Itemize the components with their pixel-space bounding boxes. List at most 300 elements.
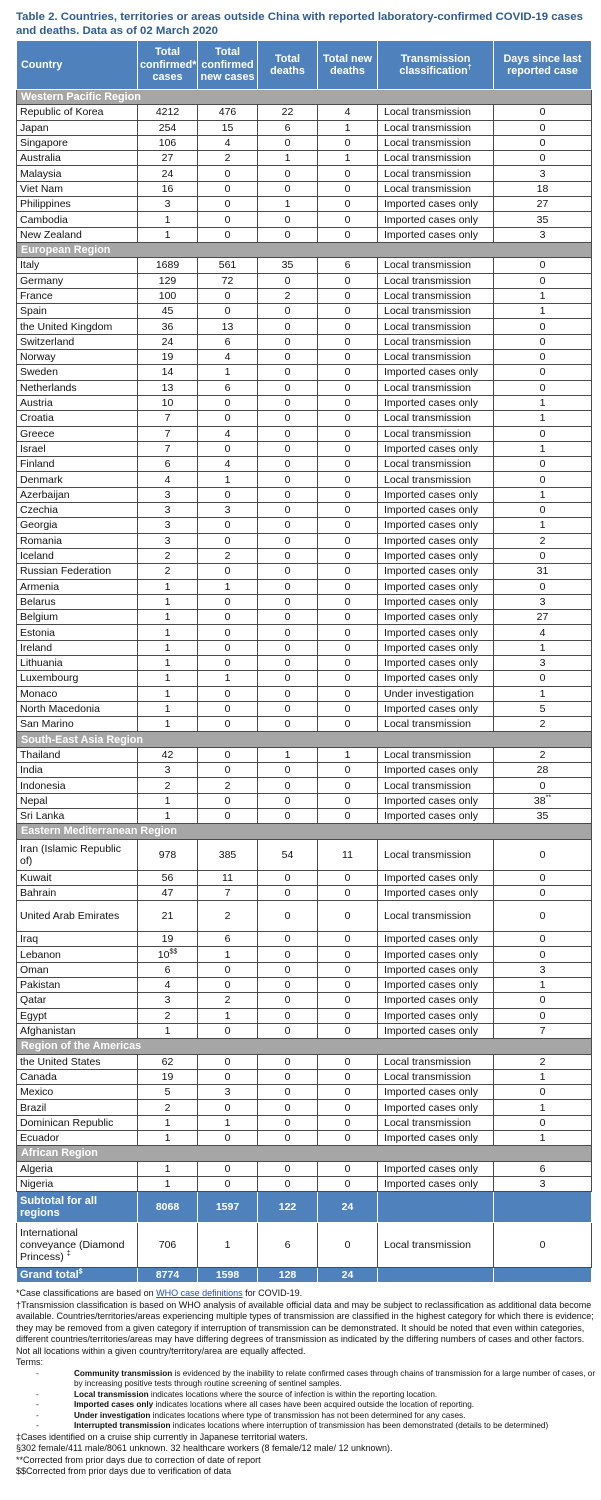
country-cell: Egypt: [17, 1008, 138, 1023]
days-cell: 6: [494, 1161, 592, 1176]
transmission-cell: Imported cases only: [378, 610, 494, 625]
new-deaths-cell: 0: [318, 472, 378, 487]
grand-total-empty-transmission: [378, 1268, 494, 1283]
new-deaths-cell: 0: [318, 564, 378, 579]
days-cell: 7: [494, 1023, 592, 1038]
term-description: is evidenced by the inability to relate confirmed cases through chains of transmission for a large number of cases, or by increasing positive tests through routine screening of sentinel samples.: [74, 1368, 596, 1388]
days-cell: 1: [494, 441, 592, 456]
region-header-row: [17, 1146, 592, 1161]
confirmed-cell: 1: [138, 1115, 198, 1130]
new-cases-cell: 385: [198, 839, 258, 870]
country-cell: Kuwait: [17, 870, 138, 885]
deaths-cell: 0: [258, 579, 318, 594]
transmission-cell: Imported cases only: [378, 625, 494, 640]
new-deaths-cell: 0: [318, 319, 378, 334]
new-deaths-cell: 0: [318, 625, 378, 640]
days-cell: 0: [494, 503, 592, 518]
transmission-cell: Imported cases only: [378, 1131, 494, 1146]
transmission-cell: Local transmission: [378, 426, 494, 441]
term-dash: -: [36, 1421, 39, 1430]
new-cases-cell: 0: [198, 610, 258, 625]
transmission-cell: Local transmission: [378, 105, 494, 120]
subtotal-row: [17, 1192, 592, 1223]
country-cell: Germany: [17, 273, 138, 288]
new-deaths-cell: 0: [318, 426, 378, 441]
subtotal-confirmed: 8068: [138, 1192, 198, 1223]
note-transmission-classification: †Transmission classification is based on WHO analysis of available official data and may be subject to reclassification as additional data become available. Countries/territories/areas experiencing multiple types of transmission are classified in the highest category for which there is evidence; they may be removed from a given category if interruption of transmission can be demonstrated. It should be noted that even within categories, different countries/territories/areas may have differing degrees of transmission as indicated by the differing numbers of cases and other factors. Not all locations within a given country/territory/area are equally affected.: [16, 1299, 594, 1356]
deaths-cell: 0: [258, 671, 318, 686]
transmission-cell: Local transmission: [378, 839, 494, 870]
confirmed-cell: 1: [138, 655, 198, 670]
table-row: [17, 1069, 592, 1084]
new-cases-cell: 7: [198, 885, 258, 900]
table-row: [17, 870, 592, 885]
days-cell-value: 38: [533, 794, 546, 807]
transmission-cell: Imported cases only: [378, 885, 494, 900]
new-cases-cell: 15: [198, 120, 258, 135]
confirmed-cell: 3: [138, 763, 198, 778]
table-row: [17, 181, 592, 196]
table-row: [17, 747, 592, 762]
new-cases-cell: 2: [198, 901, 258, 932]
note-gender: §302 female/411 male/8061 unknown. 32 healthcare workers (8 female/12 male/ 12 unknown).: [16, 1443, 393, 1453]
deaths-cell: 6: [258, 120, 318, 135]
confirmed-cell: 2: [138, 778, 198, 793]
country-cell: Nepal: [17, 793, 138, 808]
table-row: [17, 334, 592, 349]
country-cell: Sweden: [17, 365, 138, 380]
new-deaths-cell: 0: [318, 671, 378, 686]
new-cases-cell: 1: [198, 365, 258, 380]
region-header-row: [17, 90, 592, 105]
new-cases-cell: 0: [198, 166, 258, 181]
confirmed-cell: 129: [138, 273, 198, 288]
transmission-cell: Local transmission: [378, 380, 494, 395]
country-cell: San Marino: [17, 717, 138, 732]
new-deaths-cell: 0: [318, 962, 378, 977]
days-cell: 27: [494, 610, 592, 625]
deaths-cell: 0: [258, 793, 318, 808]
country-cell: Philippines: [17, 197, 138, 212]
confirmed-cell: 45: [138, 304, 198, 319]
deaths-cell: 0: [258, 962, 318, 977]
table-row: [17, 1008, 592, 1023]
days-cell: 2: [494, 747, 592, 762]
country-cell: Algeria: [17, 1161, 138, 1176]
transmission-cell: Local transmission: [378, 717, 494, 732]
table-row: [17, 1115, 592, 1130]
new-cases-cell: 0: [198, 411, 258, 426]
new-deaths-cell: 0: [318, 1176, 378, 1191]
days-cell: 3: [494, 227, 592, 242]
deaths-cell: 0: [258, 947, 318, 962]
new-deaths-cell: 0: [318, 993, 378, 1008]
days-cell: 3: [494, 655, 592, 670]
country-cell: Indonesia: [17, 778, 138, 793]
subtotal-new-deaths: 24: [318, 1192, 378, 1223]
days-cell: 1: [494, 288, 592, 303]
transmission-cell: Local transmission: [378, 472, 494, 487]
term-dash: -: [36, 1410, 39, 1420]
deaths-cell: 0: [258, 411, 318, 426]
table-row: [17, 932, 592, 947]
transmission-cell: Imported cases only: [378, 395, 494, 410]
transmission-cell: Imported cases only: [378, 932, 494, 947]
country-cell: Italy: [17, 258, 138, 273]
confirmed-cell: 1: [138, 579, 198, 594]
header-country: Country: [17, 41, 138, 90]
new-deaths-cell: 0: [318, 457, 378, 472]
confirmed-cell: 1689: [138, 258, 198, 273]
confirmed-cell: 1: [138, 701, 198, 716]
country-cell: Pakistan: [17, 978, 138, 993]
days-cell: 31: [494, 564, 592, 579]
transmission-cell: Local transmission: [378, 901, 494, 932]
confirmed-cell: 7: [138, 411, 198, 426]
new-deaths-cell: 0: [318, 365, 378, 380]
grand-total-label-text: Grand total: [20, 1269, 79, 1282]
country-cell: Croatia: [17, 411, 138, 426]
confirmed-cell: 254: [138, 120, 198, 135]
confirmed-cell: 1: [138, 793, 198, 808]
deaths-cell: 0: [258, 901, 318, 932]
transmission-cell: Imported cases only: [378, 197, 494, 212]
deaths-cell: 0: [258, 1100, 318, 1115]
new-cases-cell: 0: [198, 686, 258, 701]
transmission-cell: Local transmission: [378, 166, 494, 181]
days-cell: 0: [494, 365, 592, 380]
days-cell: 1: [494, 487, 592, 502]
deaths-cell: 0: [258, 717, 318, 732]
transmission-cell: Imported cases only: [378, 640, 494, 655]
new-cases-cell: 0: [198, 288, 258, 303]
table-row: [17, 993, 592, 1008]
deaths-cell: 0: [258, 993, 318, 1008]
deaths-cell: 0: [258, 457, 318, 472]
region-name: Western Pacific Region: [17, 90, 592, 105]
confirmed-cell: 21: [138, 901, 198, 932]
deaths-cell: 0: [258, 304, 318, 319]
transmission-cell: Imported cases only: [378, 962, 494, 977]
days-cell: 2: [494, 533, 592, 548]
new-deaths-cell: 0: [318, 518, 378, 533]
transmission-cell: Local transmission: [378, 120, 494, 135]
subtotal-new-cases: 1597: [198, 1192, 258, 1223]
confirmed-cell: 36: [138, 319, 198, 334]
new-cases-cell: 2: [198, 548, 258, 563]
days-cell: 0: [494, 885, 592, 900]
confirmed-cell-mark: $$: [169, 948, 178, 956]
new-deaths-cell: 0: [318, 304, 378, 319]
days-cell: 0: [494, 105, 592, 120]
table-row: [17, 426, 592, 441]
days-cell: 1: [494, 395, 592, 410]
confirmed-cell-value: 10: [157, 948, 170, 961]
new-cases-cell: 4: [198, 350, 258, 365]
confirmed-cell: 978: [138, 839, 198, 870]
country-cell: Czechia: [17, 503, 138, 518]
confirmed-cell: 106: [138, 135, 198, 150]
deaths-cell: 0: [258, 978, 318, 993]
term-item: [16, 1390, 596, 1401]
table-row: [17, 1131, 592, 1146]
table-row: [17, 962, 592, 977]
country-cell: Ecuador: [17, 1131, 138, 1146]
table-row: [17, 365, 592, 380]
table-row: [17, 610, 592, 625]
transmission-cell: Imported cases only: [378, 564, 494, 579]
new-cases-cell: 0: [198, 227, 258, 242]
covid-cases-table: [16, 40, 592, 1283]
term-name: Community transmission: [74, 1368, 173, 1378]
region-header-row: [17, 242, 592, 257]
new-cases-cell: 0: [198, 655, 258, 670]
deaths-cell: 54: [258, 839, 318, 870]
country-cell: United Arab Emirates: [17, 901, 138, 932]
days-cell: [494, 793, 592, 808]
grand-total-new-cases: 1598: [198, 1268, 258, 1283]
new-cases-cell: 1: [198, 579, 258, 594]
term-dash: -: [36, 1368, 39, 1378]
region-header-row: [17, 824, 592, 839]
days-cell: 1: [494, 640, 592, 655]
grand-total-label: [17, 1268, 138, 1283]
table-row: [17, 717, 592, 732]
transmission-cell: Imported cases only: [378, 793, 494, 808]
table-row: [17, 105, 592, 120]
country-cell: Austria: [17, 395, 138, 410]
table-row: [17, 978, 592, 993]
deaths-cell: 0: [258, 181, 318, 196]
term-name: Under investigation: [74, 1410, 151, 1420]
country-cell: Dominican Republic: [17, 1115, 138, 1130]
deaths-cell: 1: [258, 151, 318, 166]
new-cases-cell: 0: [198, 962, 258, 977]
days-cell: 0: [494, 870, 592, 885]
country-cell: Japan: [17, 120, 138, 135]
new-deaths-cell: 0: [318, 610, 378, 625]
confirmed-cell: 4212: [138, 105, 198, 120]
country-cell: Bahrain: [17, 885, 138, 900]
new-deaths-cell: 0: [318, 870, 378, 885]
country-cell: Malaysia: [17, 166, 138, 181]
table-row: [17, 319, 592, 334]
country-cell: Brazil: [17, 1100, 138, 1115]
table-row: [17, 166, 592, 181]
confirmed-cell: 1: [138, 212, 198, 227]
new-cases-cell: 72: [198, 273, 258, 288]
deaths-cell: 0: [258, 701, 318, 716]
transmission-cell: Imported cases only: [378, 503, 494, 518]
new-cases-cell: 0: [198, 441, 258, 456]
confirmed-cell: 1: [138, 717, 198, 732]
country-cell: Iran (Islamic Republic of): [17, 839, 138, 870]
new-deaths-cell: 0: [318, 701, 378, 716]
new-cases-cell: 0: [198, 701, 258, 716]
new-cases-cell: 0: [198, 533, 258, 548]
table-row: [17, 763, 592, 778]
new-deaths-cell: 0: [318, 1008, 378, 1023]
confirmed-cell: 27: [138, 151, 198, 166]
confirmed-cell: 1: [138, 1131, 198, 1146]
days-cell: 0: [494, 901, 592, 932]
table-row: [17, 625, 592, 640]
country-cell: India: [17, 763, 138, 778]
term-name: Local transmission: [74, 1389, 149, 1399]
confirmed-cell: [138, 947, 198, 962]
new-cases-cell: 0: [198, 978, 258, 993]
table-row: [17, 441, 592, 456]
grand-total-row: [17, 1268, 592, 1283]
days-cell: 3: [494, 166, 592, 181]
confirmed-cell: 2: [138, 564, 198, 579]
table-row: [17, 701, 592, 716]
confirmed-cell: 19: [138, 350, 198, 365]
deaths-cell: 0: [258, 212, 318, 227]
new-deaths-cell: 0: [318, 978, 378, 993]
new-deaths-cell: 0: [318, 227, 378, 242]
country-cell: Viet Nam: [17, 181, 138, 196]
new-deaths-cell: 0: [318, 411, 378, 426]
confirmed-cell: 2: [138, 1100, 198, 1115]
new-cases-cell: 0: [198, 1131, 258, 1146]
deaths-cell: 0: [258, 1023, 318, 1038]
header-transmission-label: Transmission classification: [399, 52, 471, 77]
note-corrected-date: **Corrected from prior days due to correction of date of report: [16, 1454, 261, 1465]
transmission-cell: Local transmission: [378, 334, 494, 349]
days-cell: 1: [494, 411, 592, 426]
subtotal-deaths: 122: [258, 1192, 318, 1223]
confirmed-cell: 62: [138, 1054, 198, 1069]
confirmed-cell: 1: [138, 1023, 198, 1038]
table-row: [17, 901, 592, 932]
term-name: Imported cases only: [74, 1400, 154, 1409]
new-deaths-cell: 0: [318, 1161, 378, 1176]
country-cell: France: [17, 288, 138, 303]
country-cell: Republic of Korea: [17, 105, 138, 120]
deaths-cell: 0: [258, 487, 318, 502]
days-cell: 0: [494, 778, 592, 793]
deaths-cell: 0: [258, 1069, 318, 1084]
days-cell: 0: [494, 932, 592, 947]
confirmed-cell: 3: [138, 487, 198, 502]
conveyance-label-mark: ‡: [66, 1250, 71, 1258]
grand-total-label-mark: $: [78, 1268, 83, 1276]
new-deaths-cell: 1: [318, 151, 378, 166]
new-deaths-cell: 0: [318, 533, 378, 548]
table-header-row: [17, 41, 592, 90]
deaths-cell: 0: [258, 518, 318, 533]
transmission-cell: Local transmission: [378, 304, 494, 319]
new-deaths-cell: 0: [318, 1069, 378, 1084]
days-cell: 0: [494, 273, 592, 288]
new-deaths-cell: 0: [318, 1131, 378, 1146]
transmission-cell: Imported cases only: [378, 365, 494, 380]
region-header-row: [17, 1039, 592, 1054]
new-deaths-cell: 0: [318, 273, 378, 288]
table-row: [17, 1054, 592, 1069]
days-cell: 0: [494, 947, 592, 962]
conveyance-label-text: International conveyance (Diamond Princess): [20, 1227, 125, 1264]
table-row: [17, 808, 592, 823]
country-cell: Canada: [17, 1069, 138, 1084]
note-case-def-suffix: for COVID-19.: [242, 1288, 303, 1298]
transmission-cell: Local transmission: [378, 1054, 494, 1069]
new-cases-cell: 1: [198, 1008, 258, 1023]
transmission-cell: Local transmission: [378, 457, 494, 472]
conveyance-new-deaths: 0: [318, 1223, 378, 1268]
region-header-row: [17, 732, 592, 747]
new-deaths-cell: 6: [318, 258, 378, 273]
days-cell: 0: [494, 135, 592, 150]
term-name: Interrupted transmission: [74, 1421, 171, 1430]
new-cases-cell: 0: [198, 793, 258, 808]
transmission-cell: Imported cases only: [378, 1085, 494, 1100]
transmission-cell: Imported cases only: [378, 808, 494, 823]
new-cases-cell: 2: [198, 993, 258, 1008]
header-transmission: [378, 41, 494, 90]
confirmed-cell: 100: [138, 288, 198, 303]
note-corrected-verification: $$Corrected from prior days due to verification of data: [16, 1466, 232, 1476]
new-deaths-cell: 0: [318, 380, 378, 395]
confirmed-cell: 24: [138, 334, 198, 349]
country-cell: Monaco: [17, 686, 138, 701]
table-row: [17, 518, 592, 533]
conveyance-row: [17, 1223, 592, 1268]
new-cases-cell: 0: [198, 304, 258, 319]
new-deaths-cell: 0: [318, 212, 378, 227]
country-cell: Israel: [17, 441, 138, 456]
new-deaths-cell: 0: [318, 763, 378, 778]
days-cell: 27: [494, 197, 592, 212]
table-row: [17, 135, 592, 150]
new-cases-cell: 4: [198, 135, 258, 150]
days-cell: 1: [494, 1131, 592, 1146]
confirmed-cell: 7: [138, 426, 198, 441]
country-cell: Azerbaijan: [17, 487, 138, 502]
transmission-cell: Imported cases only: [378, 487, 494, 502]
days-cell: 0: [494, 151, 592, 166]
new-deaths-cell: 1: [318, 120, 378, 135]
transmission-cell: Imported cases only: [378, 533, 494, 548]
transmission-cell: Imported cases only: [378, 870, 494, 885]
table-row: [17, 1023, 592, 1038]
new-deaths-cell: 0: [318, 197, 378, 212]
transmission-cell: Imported cases only: [378, 763, 494, 778]
new-deaths-cell: 0: [318, 487, 378, 502]
subtotal-empty-transmission: [378, 1192, 494, 1223]
confirmed-cell: 19: [138, 1069, 198, 1084]
deaths-cell: 0: [258, 686, 318, 701]
deaths-cell: 0: [258, 1085, 318, 1100]
table-row: [17, 778, 592, 793]
who-case-definitions-link[interactable]: WHO case definitions: [156, 1288, 243, 1298]
table-row: [17, 1085, 592, 1100]
new-cases-cell: 0: [198, 564, 258, 579]
table-row: [17, 472, 592, 487]
conveyance-confirmed: 706: [138, 1223, 198, 1268]
table-row: [17, 885, 592, 900]
days-cell: 0: [494, 1008, 592, 1023]
confirmed-cell: 1: [138, 671, 198, 686]
new-cases-cell: 1: [198, 1115, 258, 1130]
new-cases-cell: 2: [198, 778, 258, 793]
region-name: European Region: [17, 242, 592, 257]
new-cases-cell: 0: [198, 594, 258, 609]
table-row: [17, 671, 592, 686]
subtotal-empty-days: [494, 1192, 592, 1223]
transmission-cell: Local transmission: [378, 411, 494, 426]
